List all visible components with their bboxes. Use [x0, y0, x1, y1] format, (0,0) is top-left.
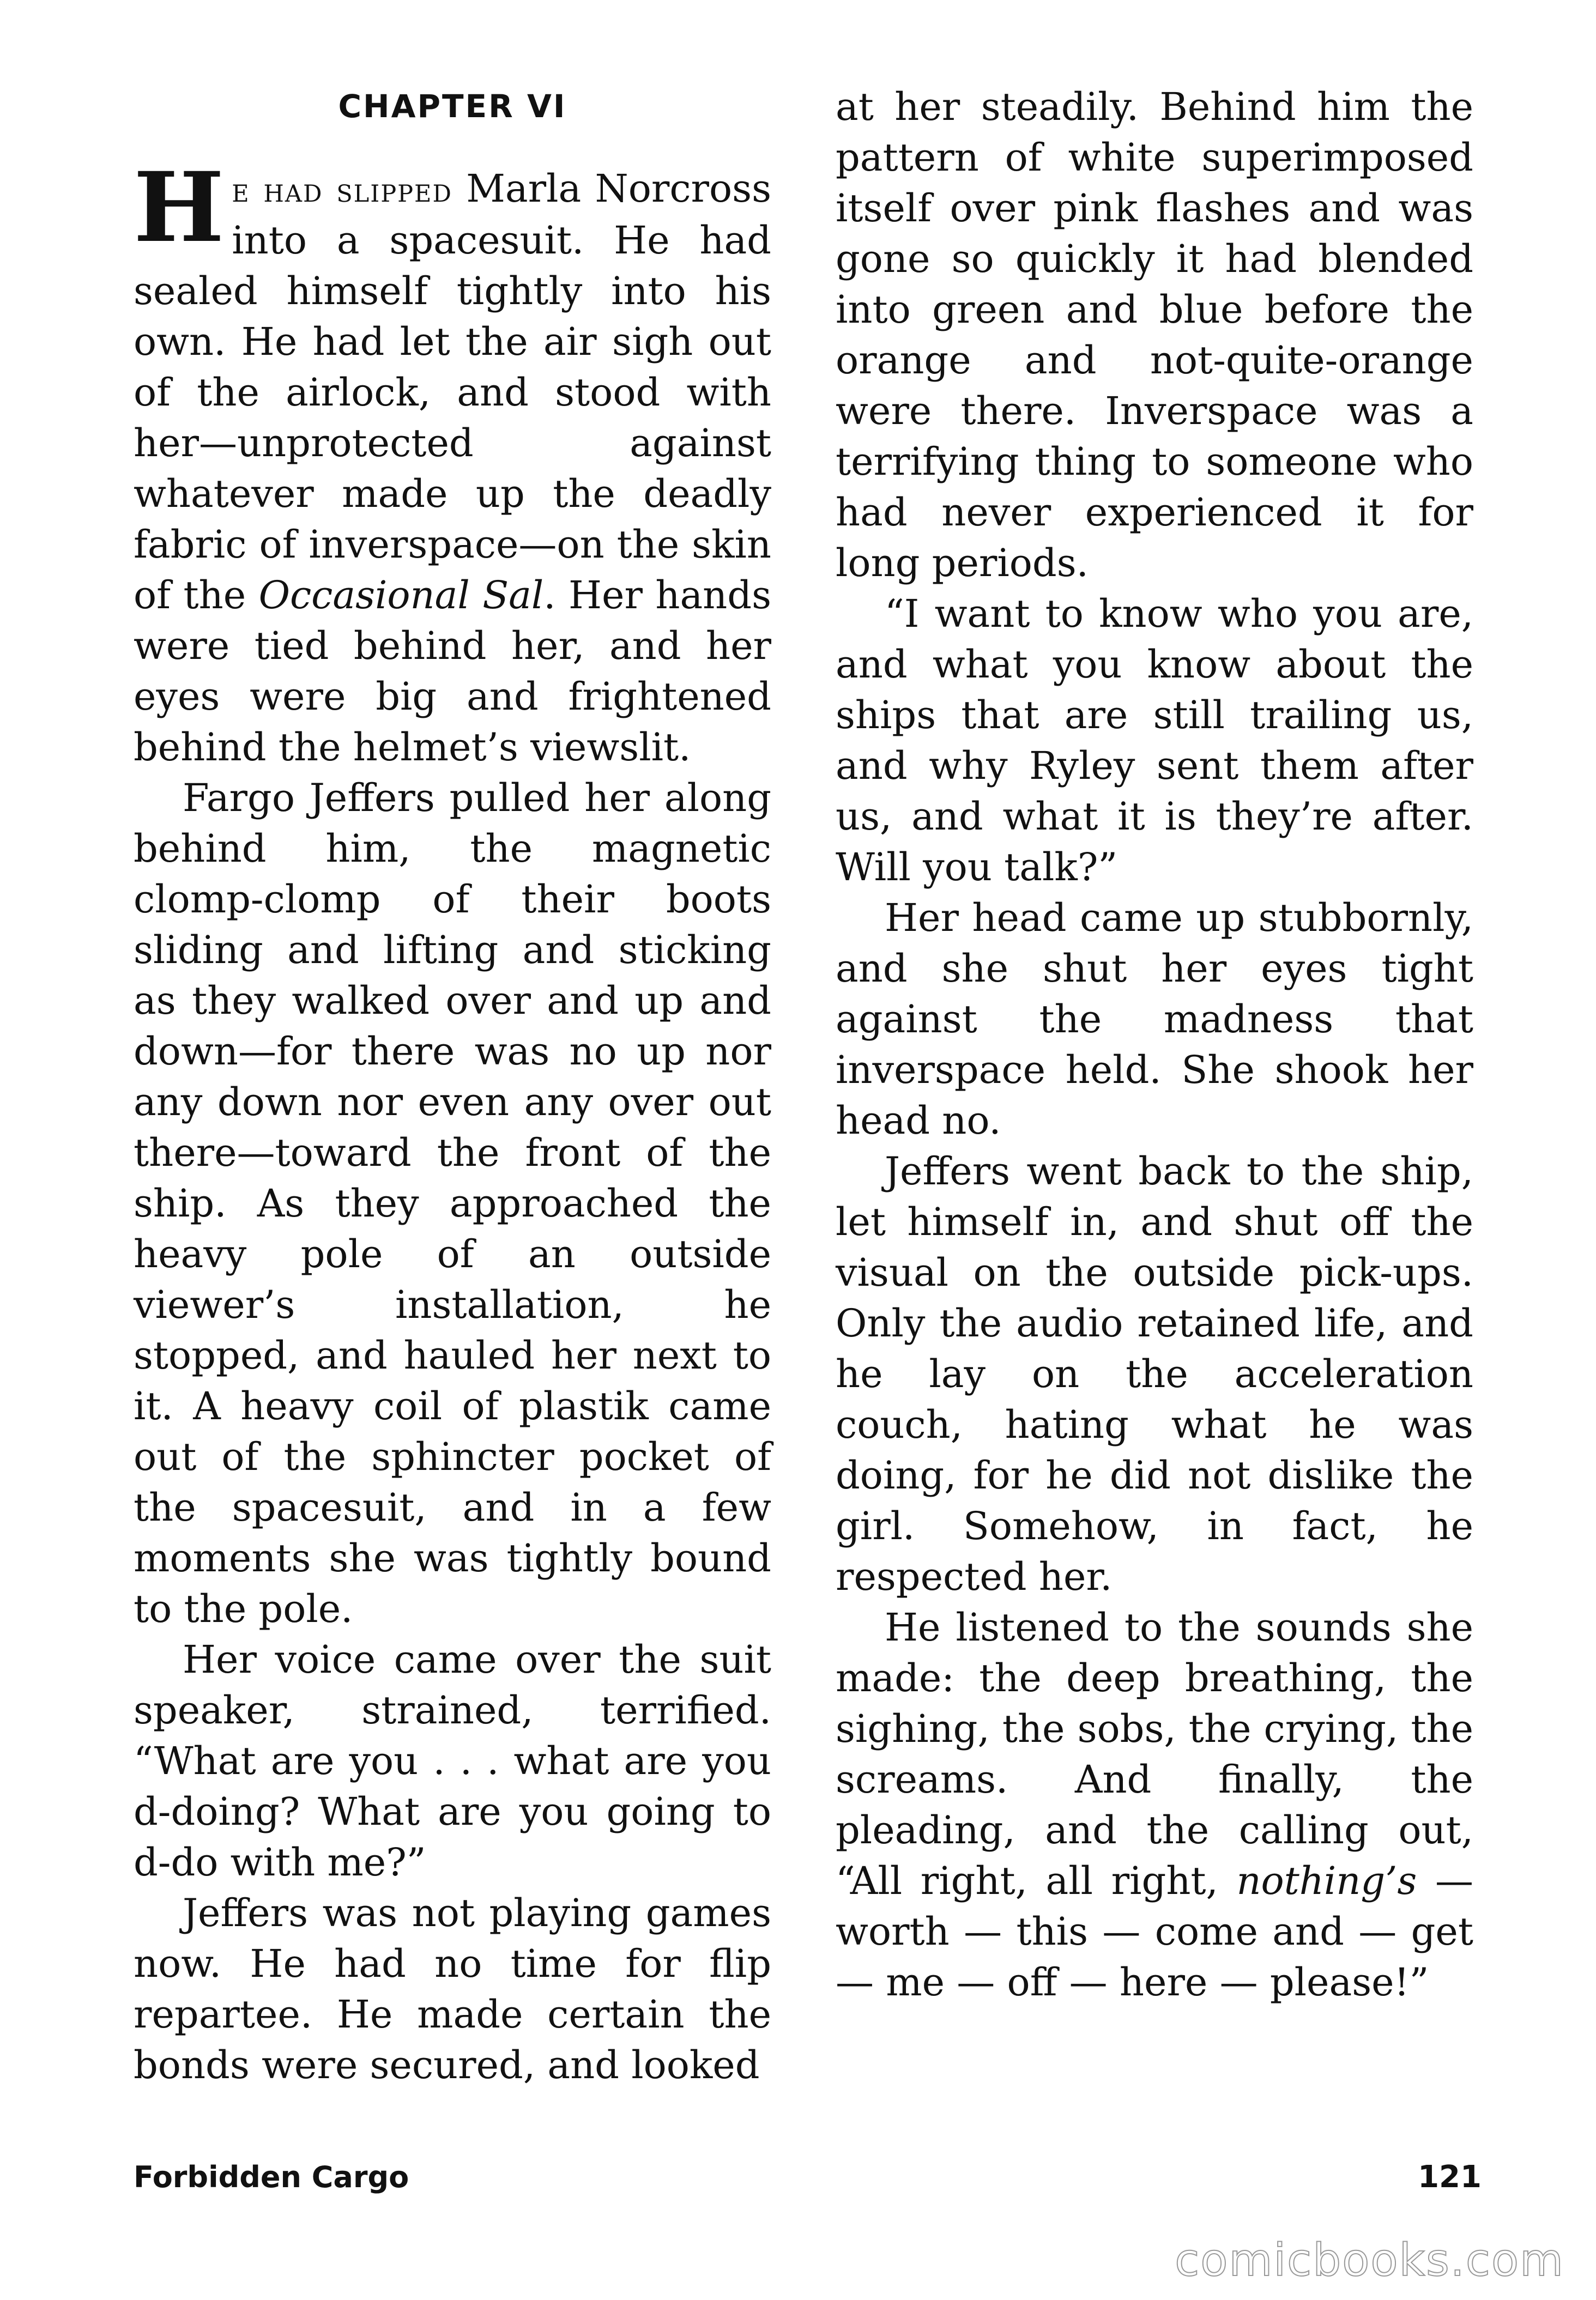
paragraph-1-text-a: Marla Norcross into a spacesuit. He had sealed himself tightly into his own. He had let the air sigh out of the airlock, and stood with her—unprotected against whatever made up the deadly fabric of inverspace—on the skin of the [134, 166, 771, 618]
paragraph-7: Jeffers went back to the ship, let himself in, and shut off the visual on the outside pick-ups. Only the audio retained life, and he lay on the acceleration couch, hating what he was doing, for he did not dislike the girl. Somehow, in fact, he respected her. [836, 1149, 1473, 1599]
drop-cap: H [134, 151, 225, 264]
paragraph-8-text: He listened to the sounds she made: the deep breathing, the sighing, the sobs, the crying, the screams. And finally, the pleading, and the calling out, “All right, all right, [836, 1605, 1473, 1903]
paragraph-4: Jeffers was not playing games now. He had no time for flip repartee. He made certain the bonds were secured, and looked [134, 1891, 771, 2087]
chapter-heading: CHAPTER VI [338, 88, 567, 125]
right-column [836, 82, 1473, 2008]
paragraph-3: Her voice came over the suit speaker, strained, terrified. “What are you . . . what are you d-doing? What are you going to d-do with me?” [134, 1637, 771, 1885]
paragraph-6: Her head came up stubbornly, and she shut her eyes tight against the madness that inverspace held. She shook her head no. [836, 895, 1473, 1143]
paragraph-2: Fargo Jeffers pulled her along behind him, the magnetic clomp-clomp of their boots sliding and lifting and sticking as they walked over and up and down—for there was no up nor any down nor even any over out there—toward the front of the ship. As they approached the heavy pole of an outside viewer’s installation, he stopped, and hauled her next to it. A heavy coil of plastik came out of the sphincter pocket of the spacesuit, and in a few moments she was tightly bound to the pole. [134, 776, 771, 1631]
paragraph-4-continued: at her steadily. Behind him the pattern of white superimposed itself over pink flashes and was gone so quickly it had blended into green and blue before the orange and not-quite-orange were there. Inverspace was a terrifying thing to someone who had never experienced it for long periods. [836, 84, 1473, 585]
page-number: 121 [1418, 2159, 1482, 2195]
paragraph-5: “I want to know who you are, and what you know about the ships that are still trailing us, and why Ryley sent them after us, and what it is they’re after. Will you talk?” [836, 591, 1473, 889]
ship-name: Occasional Sal [258, 573, 544, 618]
paragraph-8-end: — worth — this — come and — get — me — off — here — please!” [836, 1859, 1473, 2005]
paragraph-1 [134, 151, 771, 773]
lead-in-small-caps: e had slipped [232, 170, 452, 210]
paragraph-8 [836, 1602, 1473, 2008]
footer-story-title: Forbidden Cargo [134, 2160, 409, 2194]
paragraph-1-text-b: . Her hands were tied behind her, and her eyes were big and frightened behind the helmet’s viewslit. [134, 573, 771, 770]
paragraph-8-emphasis: nothing’s [1236, 1859, 1417, 1903]
left-column [134, 82, 771, 2091]
watermark: comicbooks.com [1175, 2235, 1564, 2286]
